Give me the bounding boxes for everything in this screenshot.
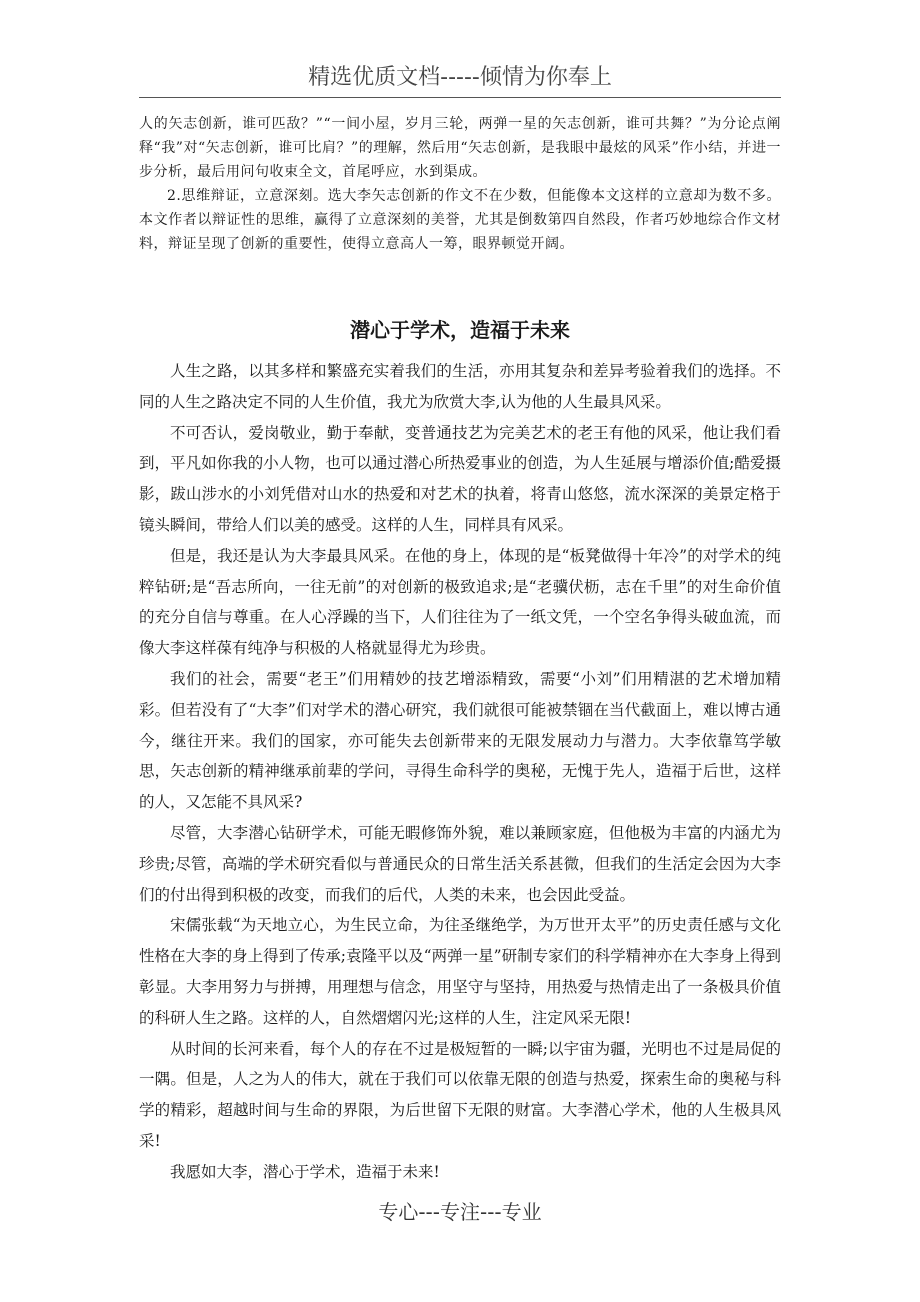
essay-body bbox=[139, 356, 781, 1188]
commentary-paragraph: 人的矢志创新，谁可匹敌？”“一间小屋，岁月三轮，两弹一星的矢志创新，谁可共舞？”为分论点阐释“我”对“矢志创新，谁可比肩？”的理解，然后用“矢志创新，是我眼中最炫的风采”作小结，并进一步分析，最后用问句收束全文，首尾呼应，水到渠成。 bbox=[139, 116, 781, 180]
essay-paragraph: 人生之路，以其多样和繁盛充实着我们的生活，亦用其复杂和差异考验着我们的选择。不同的人生之路决定不同的人生价值，我尤为欣赏大李,认为他的人生最具风采。 bbox=[139, 362, 781, 411]
essay-paragraph: 我愿如大李，潜心于学术，造福于未来! bbox=[170, 1162, 440, 1181]
page-header: 精选优质文档-----倾情为你奉上 bbox=[139, 60, 781, 98]
commentary-section bbox=[139, 112, 781, 256]
essay-paragraph: 宋儒张载“为天地立心，为生民立命，为往圣继绝学，为万世开太平”的历史责任感与文化性格在大李的身上得到了传承;袁隆平以及“两弹一星”研制专家们的科学精神亦在大李身上得到彰显。大李用努力与拼搏，用理想与信念，用坚守与坚持，用热爱与热情走出了一条极具价值的科研人生之路。这样的人，自然熠熠闪光;这样的人生，注定风采无限! bbox=[139, 916, 781, 1027]
essay-paragraph: 我们的社会，需要“老王”们用精妙的技艺增添精致，需要“小刘”们用精湛的艺术增加精彩。但若没有了“大李”们对学术的潜心研究，我们就很可能被禁锢在当代截面上，难以博古通今，继往开来。我们的国家，亦可能失去创新带来的无限发展动力与潜力。大李依靠笃学敏思，矢志创新的精神继承前辈的学问，寻得生命科学的奥秘，无愧于先人，造福于后世，这样的人，又怎能不具风采? bbox=[139, 669, 781, 812]
essay-paragraph: 不可否认，爱岗敬业，勤于奉献，变普通技艺为完美艺术的老王有他的风采，他让我们看到，平凡如你我的小人物，也可以通过潜心所热爱事业的创造，为人生延展与增添价值;酷爱摄影，跋山涉水的小刘凭借对山水的热爱和对艺术的执着，将青山悠悠，流水深深的美景定格于镜头瞬间，带给人们以美的感受。这样的人生，同样具有风采。 bbox=[139, 423, 781, 534]
page-footer: 专心---专注---专业 bbox=[378, 1200, 542, 1224]
commentary-paragraph: 2.思维辩证，立意深刻。选大李矢志创新的作文不在少数，但能像本文这样的立意却为数不多。本文作者以辩证性的思维，赢得了立意深刻的美誉，尤其是倒数第四自然段，作者巧妙地综合作文材料，辩证呈现了创新的重要性，使得立意高人一筹，眼界顿觉开阔。 bbox=[139, 188, 781, 252]
essay-title: 潜心于学术，造福于未来 bbox=[350, 318, 570, 342]
essay-paragraph: 但是，我还是认为大李最具风采。在他的身上，体现的是“板凳做得十年冷”的对学术的纯粹钻研;是“吾志所向，一往无前”的对创新的极致追求;是“老骥伏枥，志在千里”的对生命价值的充分自信与尊重。在人心浮躁的当下，人们往往为了一纸文凭，一个空名争得头破血流，而像大李这样葆有纯净与积极的人格就显得尤为珍贵。 bbox=[139, 546, 781, 658]
essay-paragraph: 从时间的长河来看，每个人的存在不过是极短暂的一瞬;以宇宙为疆，光明也不过是局促的一隅。但是，人之为人的伟大，就在于我们可以依靠无限的创造与热爱，探索生命的奥秘与科学的精彩，超越时间与生命的界限，为后世留下无限的财富。大李潜心学术，他的人生极具风采! bbox=[139, 1039, 781, 1150]
essay-paragraph: 尽管，大李潜心钻研学术，可能无暇修饰外貌，难以兼顾家庭，但他极为丰富的内涵尤为珍贵;尽管，高端的学术研究看似与普通民众的日常生活关系甚微，但我们的生活定会因为大李们的付出得到积极的改变，而我们的后代，人类的未来，也会因此受益。 bbox=[139, 823, 781, 904]
